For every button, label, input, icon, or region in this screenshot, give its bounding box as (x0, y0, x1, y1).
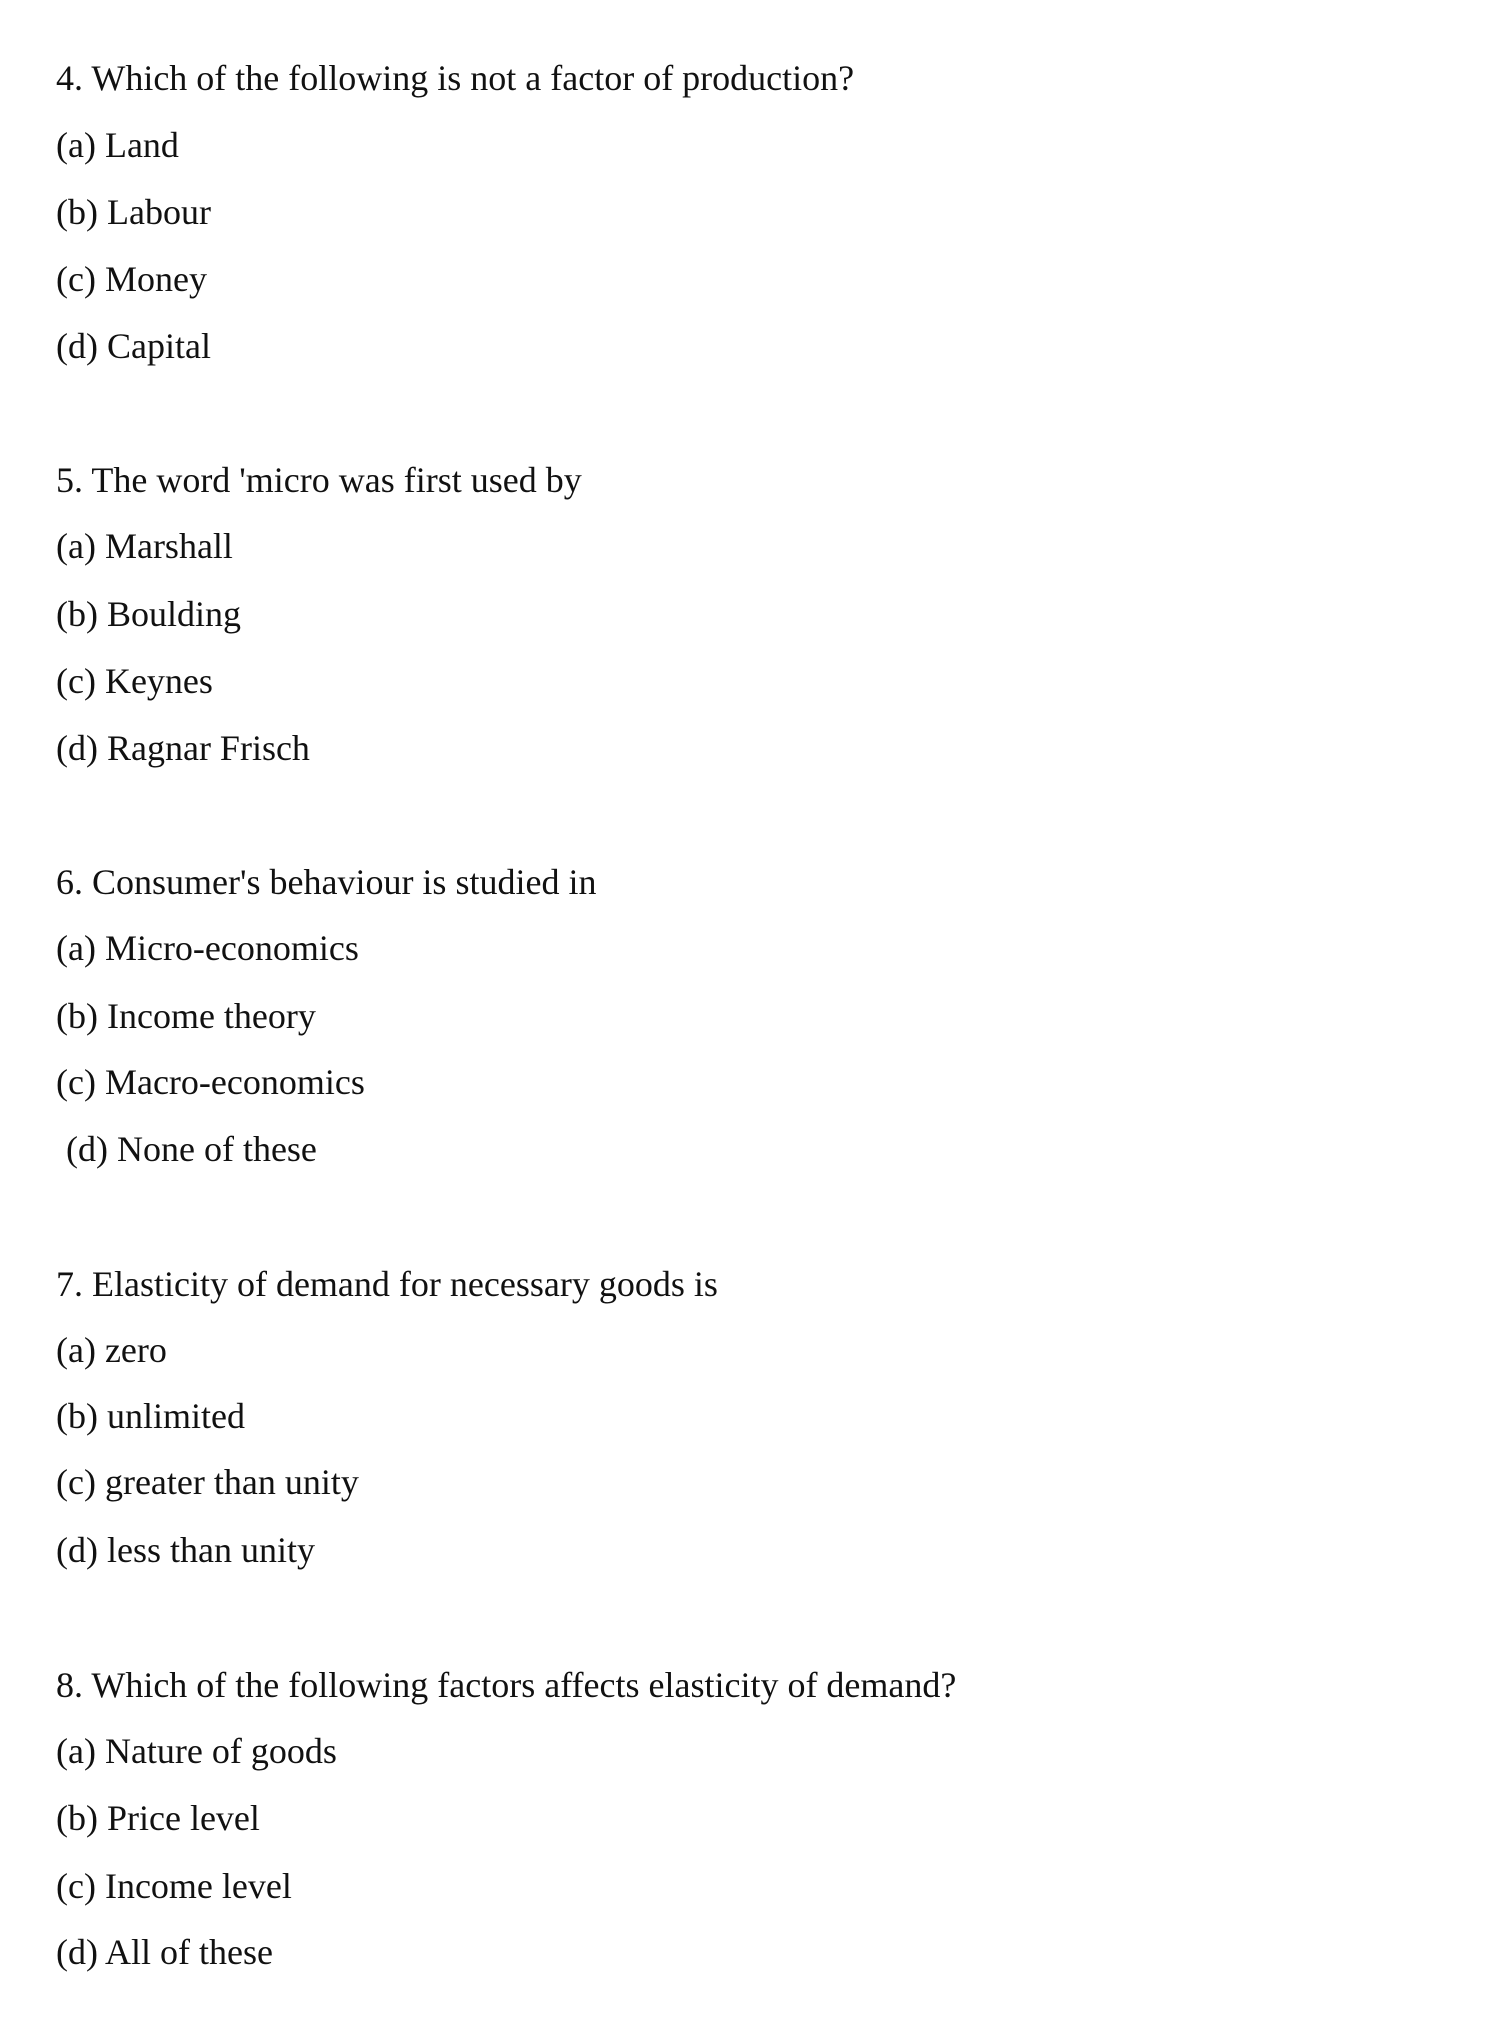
option-a: (a) Micro-economics (56, 928, 359, 968)
question-text: 4. Which of the following is not a factor of production? (56, 58, 855, 98)
option-c: (c) Keynes (56, 661, 213, 701)
option-d: (d) Capital (56, 326, 211, 366)
option-b: (b) Price level (56, 1798, 260, 1838)
option-d: (d) Ragnar Frisch (56, 728, 310, 768)
option-a: (a) Nature of goods (56, 1731, 337, 1771)
option-a: (a) zero (56, 1330, 167, 1370)
option-a: (a) Land (56, 125, 179, 165)
option-a: (a) Marshall (56, 526, 233, 566)
option-c: (c) Money (56, 259, 207, 299)
question-text: 7. Elasticity of demand for necessary goods is (56, 1264, 718, 1304)
option-d: (d) None of these (66, 1129, 317, 1169)
question-text: 8. Which of the following factors affects elasticity of demand? (56, 1665, 957, 1705)
option-d: (d) less than unity (56, 1530, 315, 1570)
option-c: (c) Macro-economics (56, 1062, 365, 1102)
option-b: (b) unlimited (56, 1396, 245, 1436)
option-b: (b) Boulding (56, 594, 241, 634)
option-c: (c) Income level (56, 1866, 292, 1906)
option-b: (b) Labour (56, 192, 211, 232)
option-c: (c) greater than unity (56, 1462, 359, 1502)
question-text: 5. The word 'micro was first used by (56, 460, 582, 500)
option-b: (b) Income theory (56, 996, 316, 1036)
question-text: 6. Consumer's behaviour is studied in (56, 862, 597, 902)
option-d: (d) All of these (56, 1932, 273, 1972)
